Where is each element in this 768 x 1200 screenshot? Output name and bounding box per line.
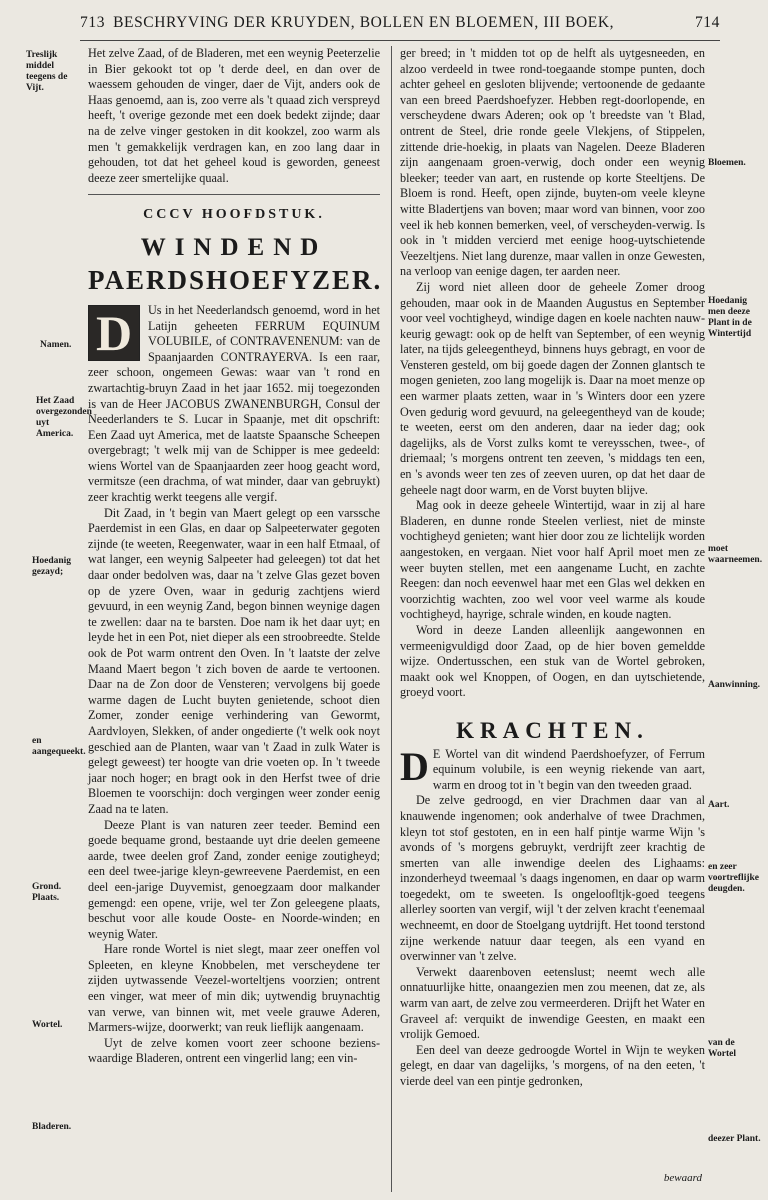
- margin-note: Namen.: [40, 340, 72, 350]
- chapter-title-line2: PAERDSHOEFYZER.: [88, 264, 383, 295]
- margin-note: Het Zaad overgezonden uyt America.: [36, 396, 92, 439]
- paragraph-winter-care: Mag ook in deeze geheele Wintertijd, waar in zij al hare Bladeren, en dunne ronde Steelen verliest, niet de minste vochtigheyd genieten; want hier door zou ze lichtelijk worden aangestoken, en vergaan. Niet voor half April moet men ze weer buyten stellen, met een aangename Lucht, en zachte Reegen: dan noch eevenwel haar met een Glas wel dekken en voorzichtig wachten, zoo wel voor veel warme als koude vochtigheyd, hayrige, schrale winden, en koude nagten.: [400, 498, 705, 622]
- margin-note: Aart.: [708, 800, 730, 810]
- paragraph-intro: [88, 303, 380, 506]
- krachten-initial: D: [400, 743, 429, 789]
- chapter-number: CCCV HOOFDSTUK.: [143, 207, 325, 223]
- margin-note: Bladeren.: [32, 1122, 72, 1132]
- header-rule: [80, 40, 720, 41]
- page-number-left: 713: [80, 14, 106, 31]
- page-number-right: 714: [694, 14, 720, 31]
- margin-note: en zeer voortreflijke deugden.: [708, 862, 759, 894]
- paragraph-vijt-remedy: Het zelve Zaad, of de Bladeren, met een weynig Peeterzelie in Bier gekookt tot op 't derde deel, en dan over de waessem gehouden de vinger, daer de Vijt, anders ook de Haas genoemd, aan is, zoo verre als 't quaad zich verspreyd heeft, 't overige gezonde met een doek bedekt zijnde; daar na de zelve vinger gestoken in dit kookzel, zoo warm als men 't gemakkelijk verdragen kan, en zoo lang daar in gehouden, tot dat het geheel koud is geworden, geneest deeze zeer smertelijke quaal.: [88, 46, 380, 185]
- paragraph-krachten-3: Verwekt daarenboven eetenslust; neemt wech alle onnatuurlijke hitte, onaangezien men zou meenen, dat ze, als warm van aart, de zelve zou vermeerderen. Drijft het Water en Graveel af: verquikt de inwendige Geesten, en maakt een vrolijk Gemoed.: [400, 964, 705, 1042]
- section-separator: [88, 194, 380, 195]
- running-header: [80, 14, 720, 38]
- paragraph-root: Hare ronde Wortel is niet slegt, maar zeer oneffen vol Spleeten, en kleyne Knobbelen, met verscheydene ter zijden uytwassende Veezel-worteltjens voorzien; ontrent een vinger, wat meer of min dik; uytwendig bruynachtig van verwe, van binnen wit, met veele grauwe Aderen, Marmers-wijze, doorwerkt; van reuk lieflijk aangenaam.: [88, 942, 380, 1035]
- column-divider: [391, 46, 392, 1192]
- paragraph-krachten-2: De zelve gedroogd, en vier Drachmen daar van al knauwende ingenomen; ook anderhalve of twee Drachmen, kleyn tot stof gestoten, en in een half pintje warme Wijn 's avonds of 's morgens gebruykt, verdrijft zeer krachtig de smerten van alle inwendige deelen des Lighaams: inzonderheyd tweemaal 's daags ingenomen, en daar op warm toegedekt, om te sweeten. Is ongeloofltjk-goed teegens allerley soorten van vergif, wijl 't der zelven kracht t'eenemaal wechneemt, en door de Stoelgang uytdrijft. Het toond terstond zijne werkende natuur daar teegen, als een vyand en overwinner van 't zelve.: [400, 793, 705, 964]
- paragraph-krachten-1: [400, 743, 705, 794]
- margin-note: deezer Plant.: [708, 1134, 761, 1144]
- paragraph-leaves-start: Uyt de zelve komen voort zeer schoone beziens-waardige Bladeren, ontrent een vingerlid lang; een vin-: [88, 1035, 380, 1066]
- krachten-1-text: E Wortel van dit windend Paerdshoefyzer, of Ferrum equinum volubile, is een weynig riekende van aart, warm en droog tot in 't begin van den tweeden graad.: [432, 746, 705, 792]
- left-column: [88, 46, 383, 1067]
- intro-text: Us in het Neederlandsch genoemd, word in het Latijn geheeten FERRUM EQUINUM VOLUBILE, of CONTRAVENENUM: van de Spaanjaarden CONTRAYERVA. Is een raar, zeer schoon, ongemeen Gewas: waar van 't rond en zwartachtig-bruyn Zaad in het jaar 1652. mij toegezonden is van de Heer JACOBUS ZWANENBURGH, Consul der Neederlanders te S. Lucar in Spaanje, met dit opschrift: Een Zaad uyt America, met de laatste Spaansche Scheepen overgebragt; 't welk mij van de Schipper is mee gedeeld: wiens Wortel van de Spaanjaarden zeer hoog geacht word, vermitsze (een drachma, of wat minder, daar van gebruykt) zeer krachtig werkt teegens alle vergif.: [88, 302, 380, 505]
- margin-note: van de Wortel: [708, 1038, 736, 1059]
- catchword: bewaard: [663, 1172, 702, 1184]
- krachten-heading: KRACHTEN.: [456, 717, 649, 743]
- paragraph-leaves-cont: ger breed; in 't midden tot op de helft als uytgesneeden, en alzoo verdeeld in twee rond-toegaande stompe punten, doch achter geheel en gesloten blijvende; vertoonende de gedaante van een breed Paerdshoefyzer. Hebben regt-doorlopende, en verscheydene dwars Aderen; ook op 't breedste van 't Blad, ontrent de Steel, drie ronde geele Vlekjens, of Stippelen, zittende drie-hoekig, in plaats van Nagelen. Deeze Bladeren zijn aangenaam groen-verwig, doch onder een weynig bleeker; teeder van aart, en rustende op korte Steeltjens. De Bloem is rond. Heeft, open zijnde, buyten-om veele kleyne witte Bladertjens van boven; maar word van binnen, voor zoo veel ik heb konnen bemerken, veel, of verscheyden-verwig. Is ook in 't midden vercierd met eenige hoog-uytschietende Veezeltjens. Niet lang durenze, maar vallen in onze Gewesten, na verloop van eenige dagen, ter aarden neer.: [400, 46, 705, 279]
- margin-note: Treslijk middel teegens de Vijt.: [26, 50, 68, 93]
- margin-note: Bloemen.: [708, 158, 746, 168]
- paragraph-krachten-4: Een deel van deeze gedroogde Wortel in Wijn te weyken gelegt, en daar van dagelijks, 's morgens, of na den eeten, 't vierde deel van een pintje gedronken,: [400, 1042, 705, 1088]
- paragraph-summer-care: Zij word niet alleen door de geheele Zomer droog gehouden, maar ook in de Maanden Augustus en September voor veel vochtigheyd, windige dagen en koele nachten nauw-keurig gewagt: ook op de helft van September, of een weynig later, na tijds geleegentheyd, binnens huys gebragt, en voor de Vensteren gesteld, om bij goede dagen der Zonnen glantsch te mogen genieten, zoo lang mogelijk is. Daar na moet menze op een warmer plaats zetten, waar in 's Winters door een yzere Oven gedurig word gevuurd, na geleegentheyd van de koude; te weeten, eerst om den anderen, daar na ieder dag; ook dagelijks, als de Vorst zulks komt te vereysschen, twee-, of driemaal; 's morgens ontrent ten zeeven, 's middags ten een, en 's avonds weer ten zes of zeeven uuren, op dat het daar de geheele nagt door warm, en de Vorst buyten blijve.: [400, 279, 705, 497]
- right-column: [400, 46, 705, 1090]
- margin-note: moet waarneemen.: [708, 544, 763, 565]
- margin-note: Hoedanig gezayd;: [32, 556, 72, 577]
- margin-note: Grond. Plaats.: [32, 882, 62, 903]
- running-title: BESCHRYVING DER KRUYDEN, BOLLEN EN BLOEMEN, III BOEK,: [113, 14, 615, 31]
- margin-note: en aangequeekt.: [32, 736, 86, 757]
- chapter-title-line1: WINDEND: [140, 233, 328, 261]
- margin-note: Wortel.: [32, 1020, 63, 1030]
- paragraph-propagation: Word in deeze Landen alleenlijk aangewonnen en vermeenigvuldigd door Zaad, op de hier boven gemeldde wijze. Ondertusschen, een stuk van de Wortel gebroken, maakt ook wel Knoppen, of Oogen, en dan uytschietende, groeyd voort.: [400, 622, 705, 700]
- margin-note: Aanwinning.: [708, 680, 761, 690]
- decorated-initial: D: [88, 305, 140, 361]
- paragraph-sowing: Dit Zaad, in 't begin van Maert gelegt op een varssche Paerdemist in een Glas, en daar op Salpeeterwater gegoten zijnde (te weeten, Reegenwater, waar in een half Etmaal, of wat langer, een weynig Salpeeter had geleegen) tot dat het daar onder bedolven was, daar na 't zelve Glas gezet boven op de yzere Oven, waar in gedurig zachtjens wierd gevuurd, in een weynig Zand, begon binnen weynige dagen te zwellen: daar na te barsten. Doe nam ik het daar uyt; en leyde het in een Pot, niet dieper als een stroobreedte. Stelde ook de Pot warm ontrent den Oven. In 't laatste der zelve Maand Maert begon 't zich boven de aarde te vertoonen. Daar na de Zon door de Vensteren; vervolgens bij goede warme dagen de Lucht buyten genietende, schoot dien Zomer, zonder eenige verhindering van Gewormt, Aardvloyen, Slekken, of ander ongedierte ('t welk ook noyt geschied aan de Planten, waar van 't Zaad in zulk Water is gelegt geweest) ter hoogte van drie voeten op. In 't tweede jaar noch hoger; en bragt ook in den Herfst twee of drie Bloemen te voorschijn: doch vergingen weer zonder eenig Zaad na te laten.: [88, 505, 380, 816]
- paragraph-soil: Deeze Plant is van naturen zeer teeder. Bemind een goede bequame grond, bestaande uyt drie deelen gemeene aarde, twee deelen grof Zand, zonder eenige zoutigheyd; een deel twee-jarige kleyn-gewreevene Paerdemist, en een deel een-jarige Duyvemist, genoegzaam door malkander gemengd: een opene, vrije, wel ter Zon geleegene plaats, beschut voor alle koude Ooste- en Noorde-winden; en weynig Water.: [88, 817, 380, 941]
- margin-note: Hoedanig men deeze Plant in de Wintertijd: [708, 296, 752, 339]
